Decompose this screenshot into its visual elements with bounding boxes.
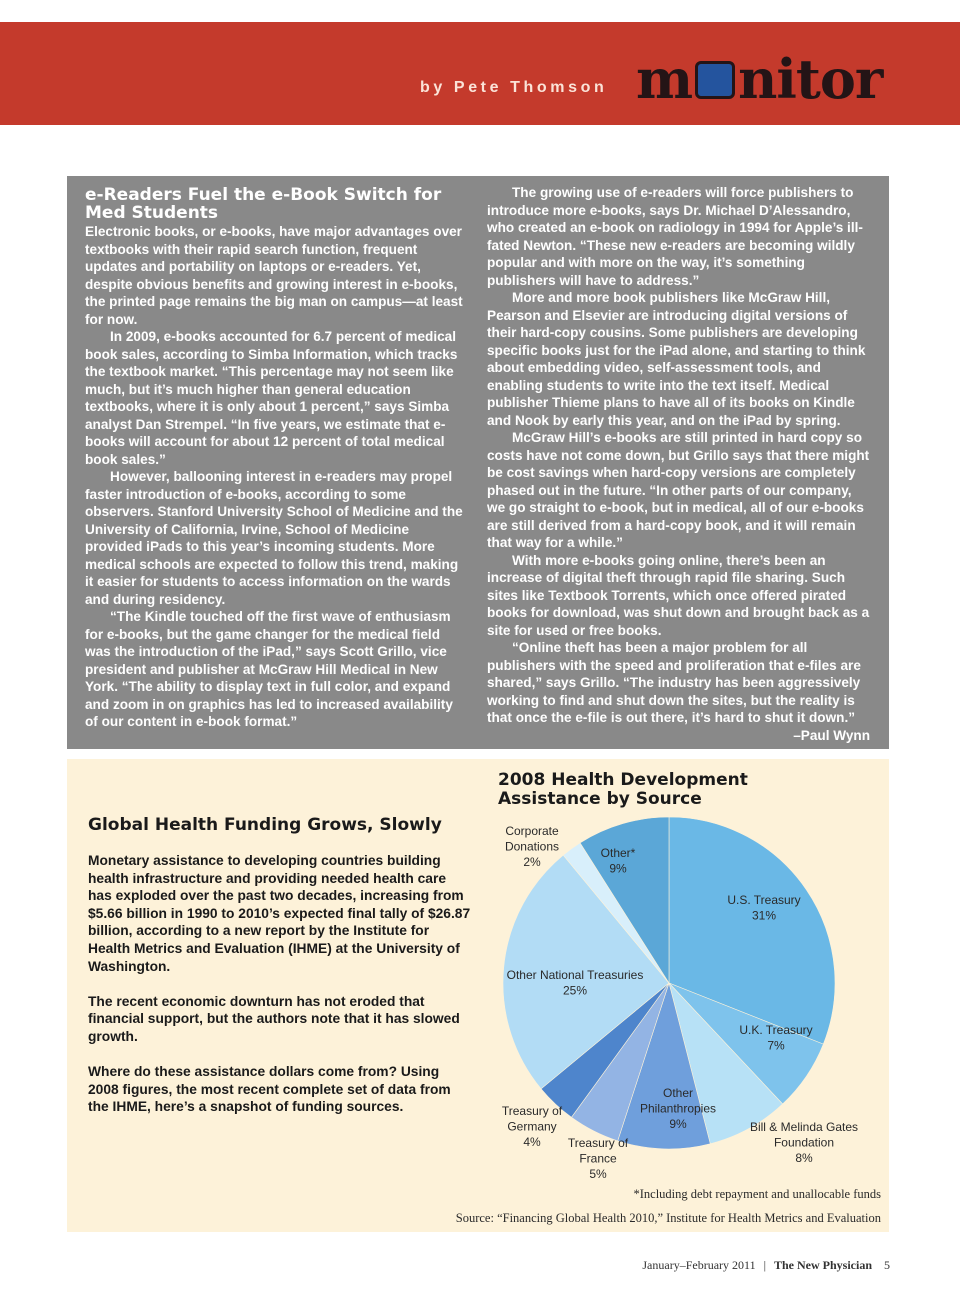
article-paragraph: The growing use of e-readers will force publishers to introduce more e-books, says Dr. Michael D’Alessandro, who created an e-book on radiology in 1994 for Apple’s ill-fated Newton. “These new e-readers are becoming wildly popular and with more on the way, it’s something publishers will have to address.” — [487, 185, 863, 288]
pie-label: U.K. Treasury 7% — [739, 1023, 813, 1053]
sidebar-paragraph: Monetary assistance to developing countries building health infrastructure and providing needed health care has exploded over the past two decades, increasing from $5.66 billion in 1990 to 2010’s expected final tally of $26.87 billion, according to a new report by the Institute for Health Metrics and Evaluation (IHME) at the University of Washington. — [88, 853, 471, 974]
page-footer — [642, 1258, 890, 1273]
masthead-left: m — [636, 47, 693, 111]
sidebar-paragraph: The recent economic downturn has not eroded that financial support, but the authors note that it has slowed growth. — [88, 993, 460, 1044]
article-paragraph: However, ballooning interest in e-readers may propel faster introduction of e-books, according to some observers. Stanford University School of Medicine and the University of California, Irvine, School of Medicine provided iPads to this year’s incoming students. More medical schools are expected to follow this trend, making it easier for students to access information on the wards and during residency. — [85, 469, 463, 607]
article-title: e-Readers Fuel the e-Book Switch for Med Students — [85, 185, 442, 223]
article-column-left — [85, 186, 465, 731]
article-box — [67, 176, 889, 749]
magazine-name: The New Physician — [773, 1258, 872, 1272]
pie-label: U.S. Treasury 31% — [727, 893, 801, 923]
pie-label: Other Philanthropies 9% — [639, 1086, 717, 1131]
article-paragraph: In 2009, e-books accounted for 6.7 percent of medical book sales, according to Simba Information, which tracks the textbook market. “This percentage may not seem like much, but it’s much higher than general education textbooks, where it is only about 1 percent,” says Simba analyst Dan Strempel. “In five years, we estimate that e-books will account for about 12 percent of total medical book sales.” — [85, 329, 458, 467]
sidebar-title: Global Health Funding Grows, Slowly — [88, 815, 442, 835]
footer-separator: | — [763, 1258, 766, 1272]
chart-source: Source: “Financing Global Health 2010,” Institute for Health Metrics and Evaluation — [455, 1211, 881, 1225]
issue-date: January–February 2011 — [642, 1258, 756, 1272]
pie-chart — [67, 759, 889, 1232]
pie-label: Other National Treasuries 25% — [506, 968, 644, 998]
chart-footnote: *Including debt repayment and unallocable funds — [633, 1187, 881, 1201]
article-paragraph: “Online theft has been a major problem for all publishers with the speed and proliferation that e-files are shared,” says Grillo. “The industry has been aggressively working to find and shut down the sites, but the reality is that once the e-file is out there, it’s hard to shut it down.” — [487, 640, 861, 725]
masthead-right: nitor — [738, 47, 883, 111]
pie-label: Treasury of Germany 4% — [501, 1104, 563, 1149]
article-paragraph: Electronic books, or e-books, have major advantages over textbooks with their rapid search function, frequent updates and portability on laptops or e-readers. Yet, despite obvious benefits and growing interest in e-books, the printed page remains the big man on campus—at least for now. — [85, 224, 463, 327]
masthead-logo — [636, 47, 883, 111]
page-number: 5 — [884, 1258, 890, 1272]
chart-title: 2008 Health Development Assistance by Source — [498, 770, 748, 809]
sidebar-paragraph: Where do these assistance dollars come from? Using 2008 figures, the most recent complete set of data from the IHME, here’s a snapshot of funding sources. — [88, 1064, 451, 1115]
pie-label: Treasury of France 5% — [567, 1136, 629, 1181]
article-paragraph: McGraw Hill’s e-books are still printed in hard copy so costs have not come down, but Grillo says that there might be cost savings when hard-copy versions are completely phased out in the future. “In other parts of our company, we go straight to e-book, but in medical, all of our e-books are still derived from a hard-copy book, and it will remain that way for a while.” — [487, 430, 870, 550]
masthead-screen-icon — [695, 61, 735, 99]
pie-label: Corporate Donations 2% — [504, 824, 560, 869]
article-column-right — [487, 184, 870, 744]
article-paragraph: With more e-books going online, there’s been an increase of digital theft through rapid file sharing. Such sites like Textbook Torrents, which once offered pirated books for download, was shut down and brought back as a site for used or free books. — [487, 552, 870, 638]
article-paragraph: More and more book publishers like McGraw Hill, Pearson and Elsevier are introducing digital versions of their hard-copy cousins. Some publishers are developing specific books just for the iPad alone, and starting to think about embedding video, self-assessment tools, and enabling students to write into the text itself. Medical publisher Thieme plans to have all of its books on Kindle and Nook by early this year, and on the iPad by spring. — [487, 290, 866, 428]
article-author: –Paul Wynn — [793, 727, 870, 743]
sidebar-box — [67, 759, 889, 1232]
article-paragraph: “The Kindle touched off the first wave of enthusiasm for e-books, but the game changer for the medical field was the introduction of the iPad,” says Scott Grillo, vice president and publisher at McGraw Hill Medical in New York. “The ability to display text in full color, and expand and zoom in on graphics has led to increased availability of our content in e-book format.” — [85, 609, 453, 729]
pie-label: Bill & Melinda Gates Foundation 8% — [749, 1120, 859, 1165]
pie-label: Other* 9% — [600, 846, 636, 876]
byline: by Pete Thomson — [420, 79, 608, 96]
